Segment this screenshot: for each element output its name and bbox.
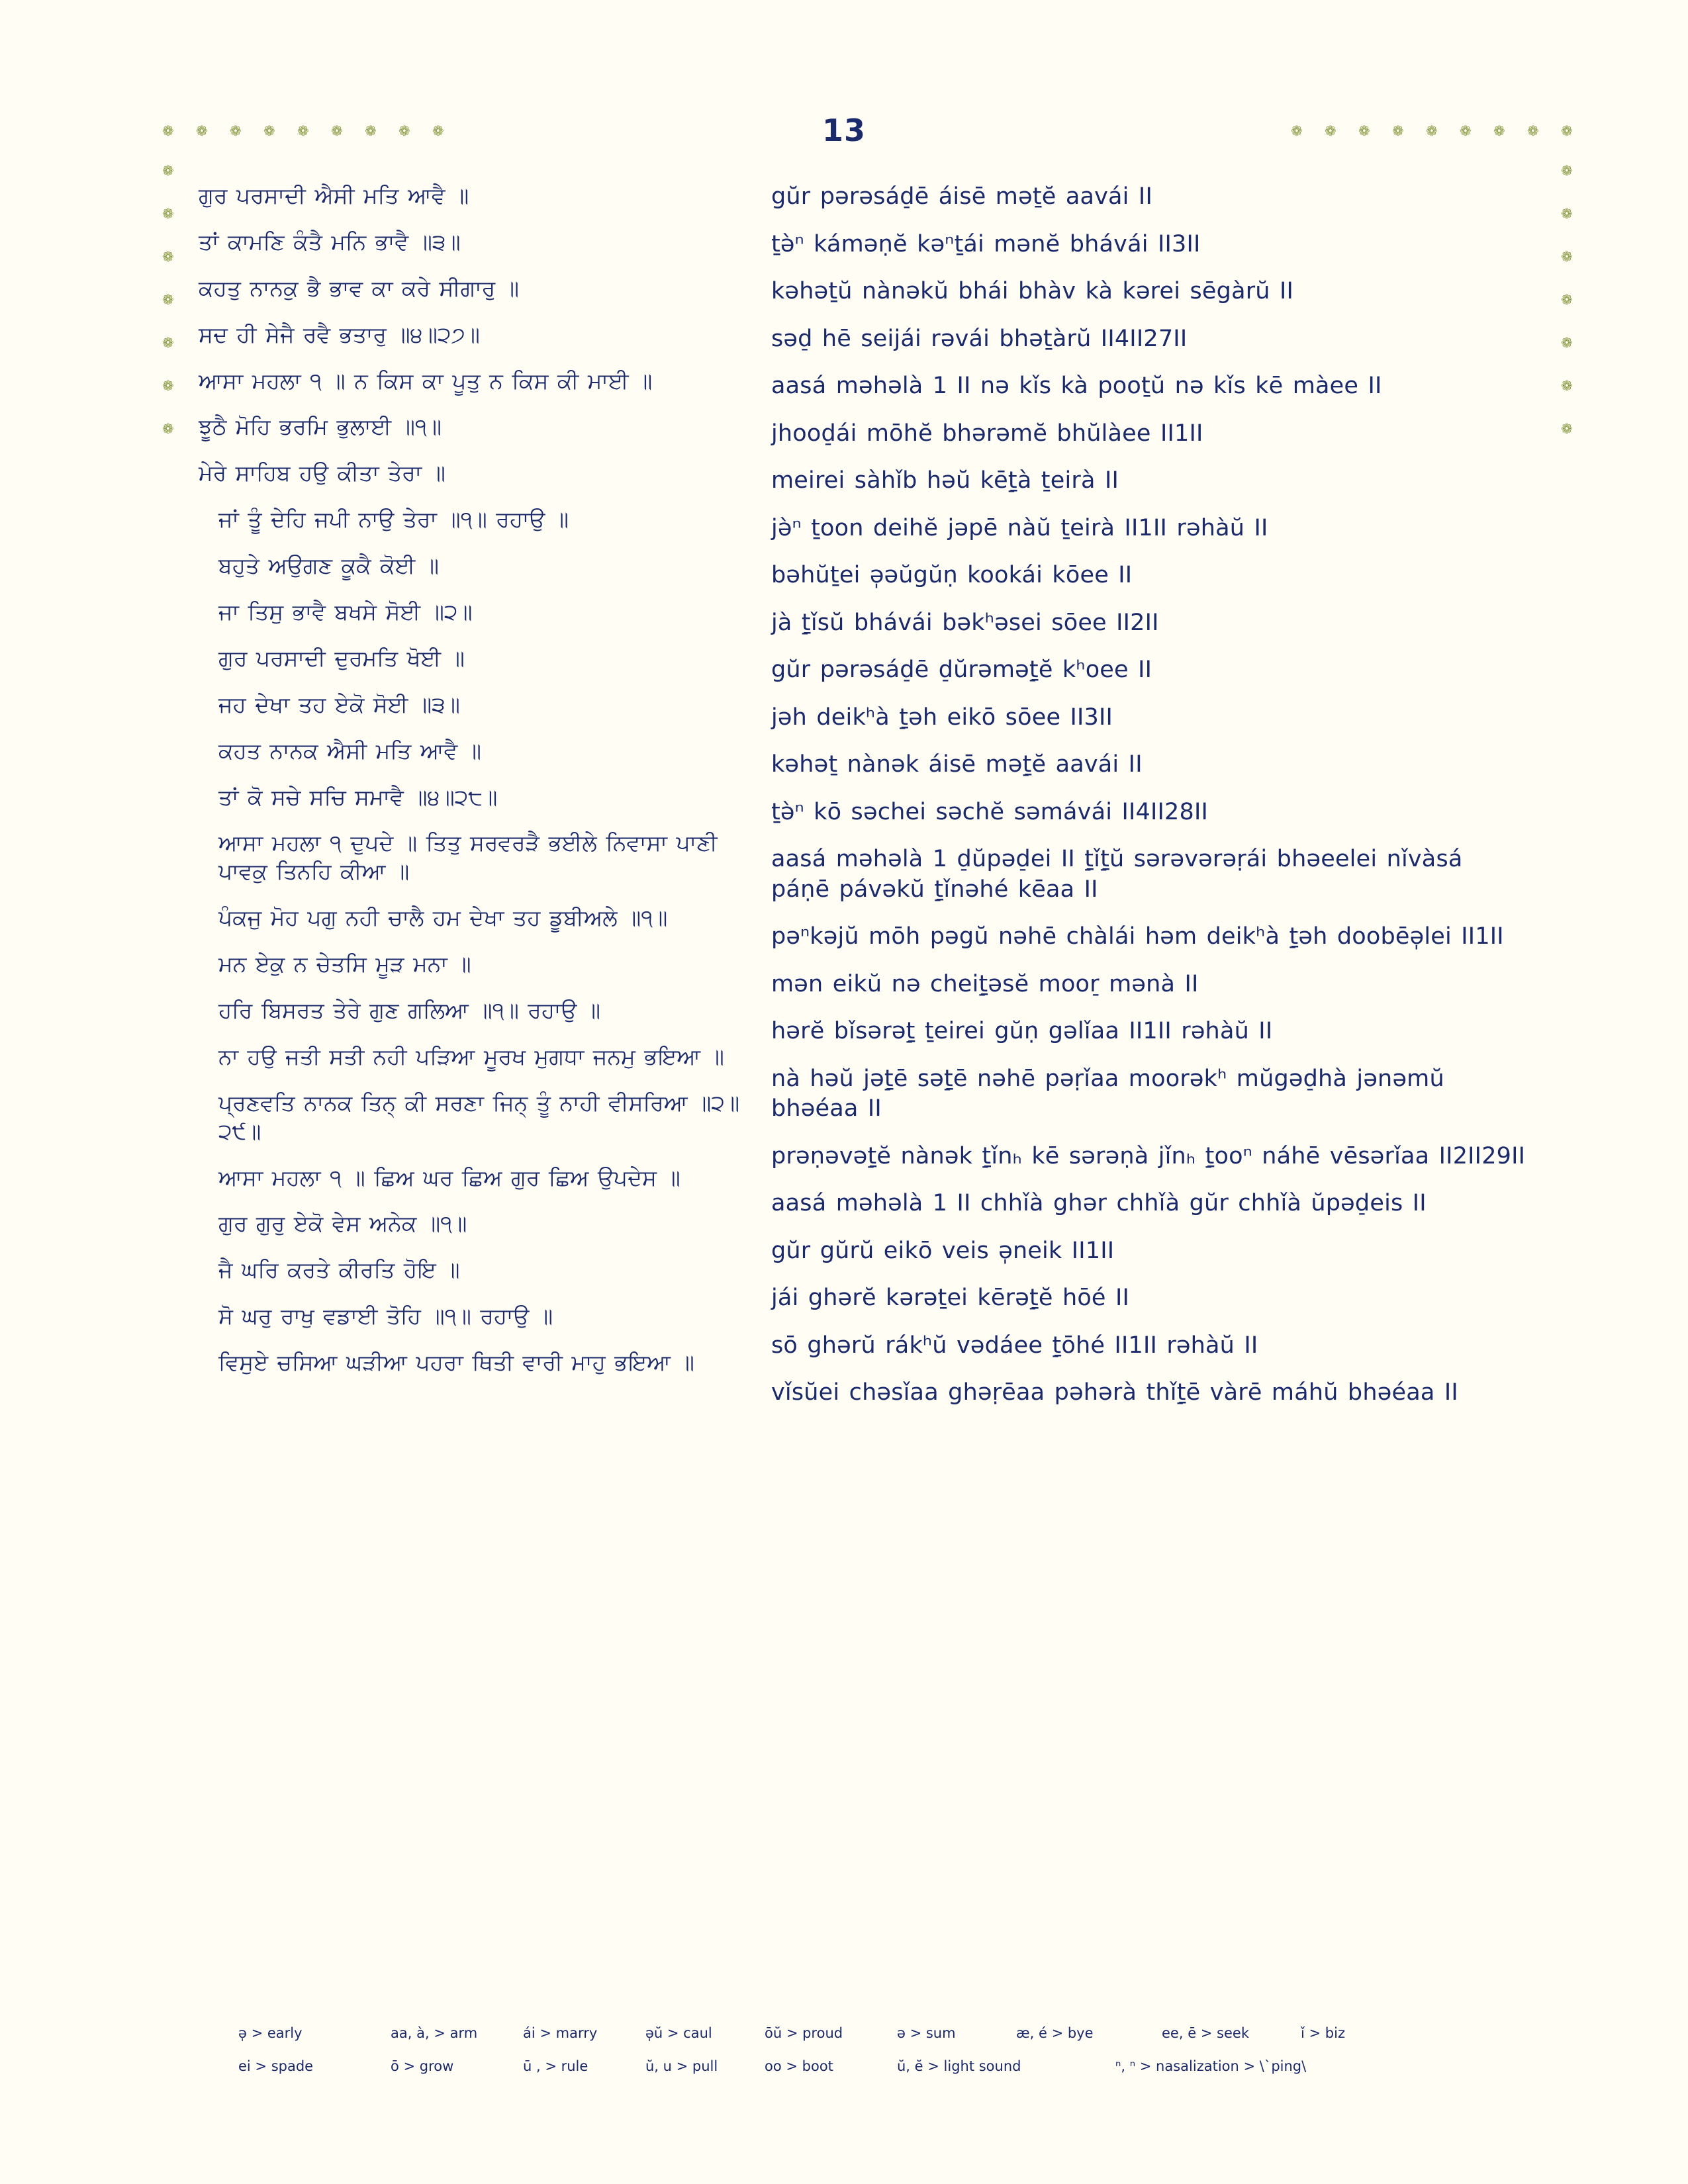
flower-ornament-icon <box>1561 381 1572 392</box>
flower-ornament-icon <box>1561 424 1572 435</box>
transliteration-line: jə̀ⁿ ṯoon deihĕ jəpē nàŭ ṯeirà II1II rəhàŭ II <box>771 514 1268 541</box>
gurmukhi-line: ਗੁਰ ਗੁਰੁ ਏਕੋ ਵੇਸ ਅਨੇਕ ॥੧॥ <box>218 1210 467 1237</box>
legend-row <box>199 2058 1523 2074</box>
flower-ornament-icon <box>196 126 207 137</box>
legend-entry: ei > spade <box>238 2058 314 2074</box>
transliteration-line: aasá məhəlà 1 II nə kǐs kà pooṯŭ nə kǐs kē màee II <box>771 373 1382 399</box>
legend-entry: aa, à, > arm <box>391 2025 478 2041</box>
legend-row <box>199 2025 1523 2041</box>
ornament-strip-top-left <box>162 126 444 137</box>
flower-ornament-icon <box>162 424 173 435</box>
legend-entry: ǐ > biz <box>1301 2025 1345 2041</box>
flower-ornament-icon <box>162 126 173 137</box>
legend-entry: ee, ē > seek <box>1162 2025 1249 2041</box>
gurmukhi-line: ਜਾਂ ਤੂੰ ਦੇਹਿ ਜਪੀ ਨਾਉ ਤੇਰਾ ॥੧॥ ਰਹਾਉ ॥ <box>218 506 569 533</box>
gurmukhi-line: ਗੁਰ ਪਰਸਾਦੀ ਦੁਰਮਤਿ ਖੋਈ ॥ <box>218 645 465 671</box>
transliteration-line: ṯə̀ⁿ káməṇĕ kəⁿṯái mənĕ bhávái II3II <box>771 230 1201 257</box>
ornament-strip-right <box>1561 165 1572 435</box>
flower-ornament-icon <box>1561 251 1572 263</box>
flower-ornament-icon <box>162 208 173 220</box>
legend-entry: ə̩ŭ > caul <box>645 2025 712 2041</box>
flower-ornament-icon <box>162 295 173 306</box>
flower-ornament-icon <box>432 126 444 137</box>
flower-ornament-icon <box>1291 126 1302 137</box>
legend-entry: ōŭ > proud <box>765 2025 843 2041</box>
flower-ornament-icon <box>162 338 173 349</box>
legend-entry: æ, é > bye <box>1016 2025 1094 2041</box>
transliteration-line: gŭr pərəsád̠ē áisē məṯĕ aavái II <box>771 183 1152 210</box>
transliteration-line: vǐsŭei chəsǐaa ghəṛēaa pəhərà thǐṯ̠ē vàrē máhŭ bhəéaa II <box>771 1379 1458 1406</box>
flower-ornament-icon <box>1561 295 1572 306</box>
transliteration-line: jhood̠ái mōhĕ bhərəmĕ bhŭlàee II1II <box>771 420 1203 447</box>
legend-entry: ə̩ > early <box>238 2025 303 2041</box>
flower-ornament-icon <box>162 381 173 392</box>
gurmukhi-line: ਕਹਤ ਨਾਨਕ ਐਸੀ ਮਤਿ ਆਵੈ ॥ <box>218 737 481 764</box>
flower-ornament-icon <box>297 126 308 137</box>
legend-entry: ŭ, u > pull <box>645 2058 718 2074</box>
gurmukhi-line: ਪੰਕਜੁ ਮੋਹ ਪਗੁ ਨਹੀ ਚਾਲੈ ਹਮ ਦੇਖਾ ਤਹ ਡੂਬੀਅਲੇ ॥੧॥ <box>218 905 668 931</box>
gurmukhi-column <box>199 182 761 1395</box>
transliteration-line: jà ṯ̠ǐsŭ bhávái bəkʰəsei sōee II2II <box>771 609 1159 636</box>
legend-entry: oo > boot <box>765 2058 833 2074</box>
gurmukhi-line: ਗੁਰ ਪਰਸਾਦੀ ਐਸੀ ਮਤਿ ਆਵੈ ॥ <box>199 183 469 208</box>
gurmukhi-line: ਆਸਾ ਮਹਲਾ ੧ ॥ ਛਿਅ ਘਰ ਛਿਅ ਗੁਰ ਛਿਅ ਉਪਦੇਸ ॥ <box>218 1164 680 1191</box>
gurmukhi-line: ਨਾ ਹਉ ਜਤੀ ਸਤੀ ਨਹੀ ਪੜਿਆ ਮੂਰਖ ਮੁਗਧਾ ਜਨਮੁ ਭਇਆ ॥ <box>218 1043 724 1069</box>
ornament-strip-left <box>162 165 173 435</box>
legend-entry: ŭ, ĕ > light sound <box>897 2058 1021 2074</box>
flower-ornament-icon <box>1561 338 1572 349</box>
transliteration-line: bəhŭṯei ə̩əŭgŭṇ kookái kōee II <box>771 562 1133 588</box>
flower-ornament-icon <box>1426 126 1437 137</box>
gurmukhi-line: ਜੈ ਘਰਿ ਕਰਤੇ ਕੀਰਤਿ ਹੋਇ ॥ <box>218 1257 460 1283</box>
transliteration-line: pəⁿkəjŭ mōh pəgŭ nəhē chàlái həm deikʰà ṯ̠əh doobēə̩lei II1II <box>771 923 1504 950</box>
transliteration-line: gŭr gŭrŭ eikō veis ə̩neik II1II <box>771 1237 1115 1264</box>
transliteration-line: səd̠ hē seijái rəvái bhəṯàrŭ II4II27II <box>771 325 1188 352</box>
gurmukhi-line: ਮਨ ਏਕੁ ਨ ਚੇਤਸਿ ਮੂੜ ਮਨਾ ॥ <box>218 951 471 978</box>
page-number: 13 <box>821 113 866 148</box>
flower-ornament-icon <box>263 126 275 137</box>
transliteration-line: gŭr pərəsád̠ē d̠ŭrəməṯ̠ĕ kʰoee II <box>771 657 1152 683</box>
flower-ornament-icon <box>1561 208 1572 220</box>
transliteration-line: hərĕ bǐsərəṯ̠ ṯeirei gŭṇ gəlǐaa II1II rəhàŭ II <box>771 1018 1273 1044</box>
flower-ornament-icon <box>399 126 410 137</box>
gurmukhi-line: ਸੋ ਘਰੁ ਰਾਖੁ ਵਡਾਈ ਤੋਹਿ ॥੧॥ ਰਹਾਉ ॥ <box>218 1303 553 1330</box>
transliteration-line: sō ghərŭ rákʰŭ vədáee ṯ̠ōhé II1II rəhàŭ II <box>771 1332 1258 1359</box>
legend-entry: ⁿ, ⁿ > nasalization > \`ping\ <box>1115 2058 1307 2074</box>
gurmukhi-line: ਝੂਠੈ ਮੋਹਿ ਭਰਮਿ ਭੁਲਾਈ ॥੧॥ <box>199 414 442 440</box>
flower-ornament-icon <box>1325 126 1336 137</box>
legend-entry: ō > grow <box>391 2058 454 2074</box>
transliteration-line: nà həŭ jəṯ̠ē səṯ̠ē nəhē pəṛǐaa moorəkʰ mŭgəd̠hà jənəmŭ bhəéaa II <box>771 1065 1444 1122</box>
gurmukhi-line: ਜਹ ਦੇਖਾ ਤਹ ਏਕੋ ਸੋਈ ॥੩॥ <box>218 691 460 717</box>
transliteration-line: jái ghərĕ kərəṯei kērəṯ̠ĕ hōé II <box>771 1285 1130 1311</box>
gurmukhi-line: ਆਸਾ ਮਹਲਾ ੧ ॥ ਨ ਕਿਸ ਕਾ ਪੂਤੁ ਨ ਕਿਸ ਕੀ ਮਾਈ ॥ <box>199 367 653 394</box>
flower-ornament-icon <box>162 165 173 177</box>
gurmukhi-line: ਤਾਂ ਕਾਮਣਿ ਕੰਤੈ ਮਨਿ ਭਾਵੈ ॥੩॥ <box>199 228 461 255</box>
gurmukhi-line: ਮੇਰੇ ਸਾਹਿਬ ਹਉ ਕੀਤਾ ਤੇਰਾ ॥ <box>199 460 445 486</box>
flower-ornament-icon <box>162 251 173 263</box>
ornament-strip-top-right <box>1291 126 1572 137</box>
flower-ornament-icon <box>230 126 241 137</box>
gurmukhi-line: ਹਰਿ ਬਿਸਰਤ ਤੇਰੇ ਗੁਣ ਗਲਿਆ ॥੧॥ ਰਹਾਉ ॥ <box>218 997 601 1024</box>
flower-ornament-icon <box>1358 126 1370 137</box>
transliteration-line: kəhəṯŭ nànəkŭ bhái bhàv kà kərei sēgàrŭ II <box>771 278 1294 304</box>
gurmukhi-line: ਪ੍ਰਣਵਤਿ ਨਾਨਕ ਤਿਨ੍ ਕੀ ਸਰਣਾ ਜਿਨ੍ ਤੂੰ ਨਾਹੀ ਵੀਸਰਿਆ ॥੨॥੨੯॥ <box>218 1089 740 1144</box>
flower-ornament-icon <box>1460 126 1471 137</box>
transliteration-column <box>771 182 1526 1426</box>
gurmukhi-line: ਆਸਾ ਮਹਲਾ ੧ ਦੁਪਦੇ ॥ ਤਿਤੁ ਸਰਵਰੜੈ ਭਈਲੇ ਨਿਵਾਸਾ ਪਾਣੀ ਪਾਵਕੁ ਤਿਨਹਿ ਕੀਆ ॥ <box>218 830 718 885</box>
gurmukhi-line: ਕਹਤੁ ਨਾਨਕੁ ਭੈ ਭਾਵ ਕਾ ਕਰੇ ਸੀਗਾਰੁ ॥ <box>199 275 519 301</box>
gurmukhi-line: ਵਿਸੁਏ ਚਸਿਆ ਘੜੀਆ ਪਹਰਾ ਥਿਤੀ ਵਾਰੀ ਮਾਹੁ ਭਇਆ ॥ <box>218 1349 694 1376</box>
transliteration-line: aasá məhəlà 1 d̠ŭpəd̠ei II ṯ̠ǐṯ̠ŭ sərəvərəṛái bhəeelei nǐvàsá páṇē pávəkŭ ṯ̠ǐnəhé kēaa II <box>771 846 1463 903</box>
flower-ornament-icon <box>1493 126 1505 137</box>
legend-entry: ū , > rule <box>523 2058 588 2074</box>
transliteration-line: ṯə̀ⁿ kō səchei səchĕ səmávái II4II28II <box>771 798 1209 825</box>
gurmukhi-line: ਸਦ ਹੀ ਸੇਜੈ ਰਵੈ ਭਤਾਰੁ ॥੪॥੨੭॥ <box>199 321 480 347</box>
flower-ornament-icon <box>1392 126 1403 137</box>
transliteration-line: jəh deikʰà ṯ̠əh eikō sōee II3II <box>771 704 1113 731</box>
pronunciation-legend <box>199 2025 1523 2091</box>
legend-entry: ə > sum <box>897 2025 956 2041</box>
transliteration-line: meirei sàhǐb həŭ kēṯ̠à ṯeirà II <box>771 467 1119 494</box>
transliteration-line: aasá məhəlà 1 II chhǐà ghər chhǐà gŭr chhǐà ŭpəd̠eis II <box>771 1190 1427 1216</box>
transliteration-line: prəṇəvəṯ̠ĕ nànək ṯ̠ǐnₕ kē sərəṇà jǐnₕ ṯ̠ooⁿ náhē vēsərǐaa II2II29II <box>771 1142 1526 1169</box>
transliteration-line: mən eikŭ nə cheiṯ̠əsĕ moor̠ mənà II <box>771 970 1199 997</box>
flower-ornament-icon <box>1527 126 1538 137</box>
gurmukhi-line: ਜਾ ਤਿਸੁ ਭਾਵੈ ਬਖਸੇ ਸੋਈ ॥੨॥ <box>218 599 473 625</box>
flower-ornament-icon <box>331 126 342 137</box>
gurmukhi-line: ਬਹੁਤੇ ਅਉਗਣ ਕੂਕੈ ਕੋਈ ॥ <box>218 553 440 579</box>
legend-entry: ái > marry <box>523 2025 598 2041</box>
transliteration-line: kəhəṯ nànək áisē məṯ̠ĕ aavái II <box>771 751 1143 778</box>
flower-ornament-icon <box>1561 126 1572 137</box>
gurmukhi-line: ਤਾਂ ਕੋ ਸਚੇ ਸਚਿ ਸਮਾਵੈ ॥੪॥੨੮॥ <box>218 784 498 810</box>
flower-ornament-icon <box>365 126 376 137</box>
flower-ornament-icon <box>1561 165 1572 177</box>
